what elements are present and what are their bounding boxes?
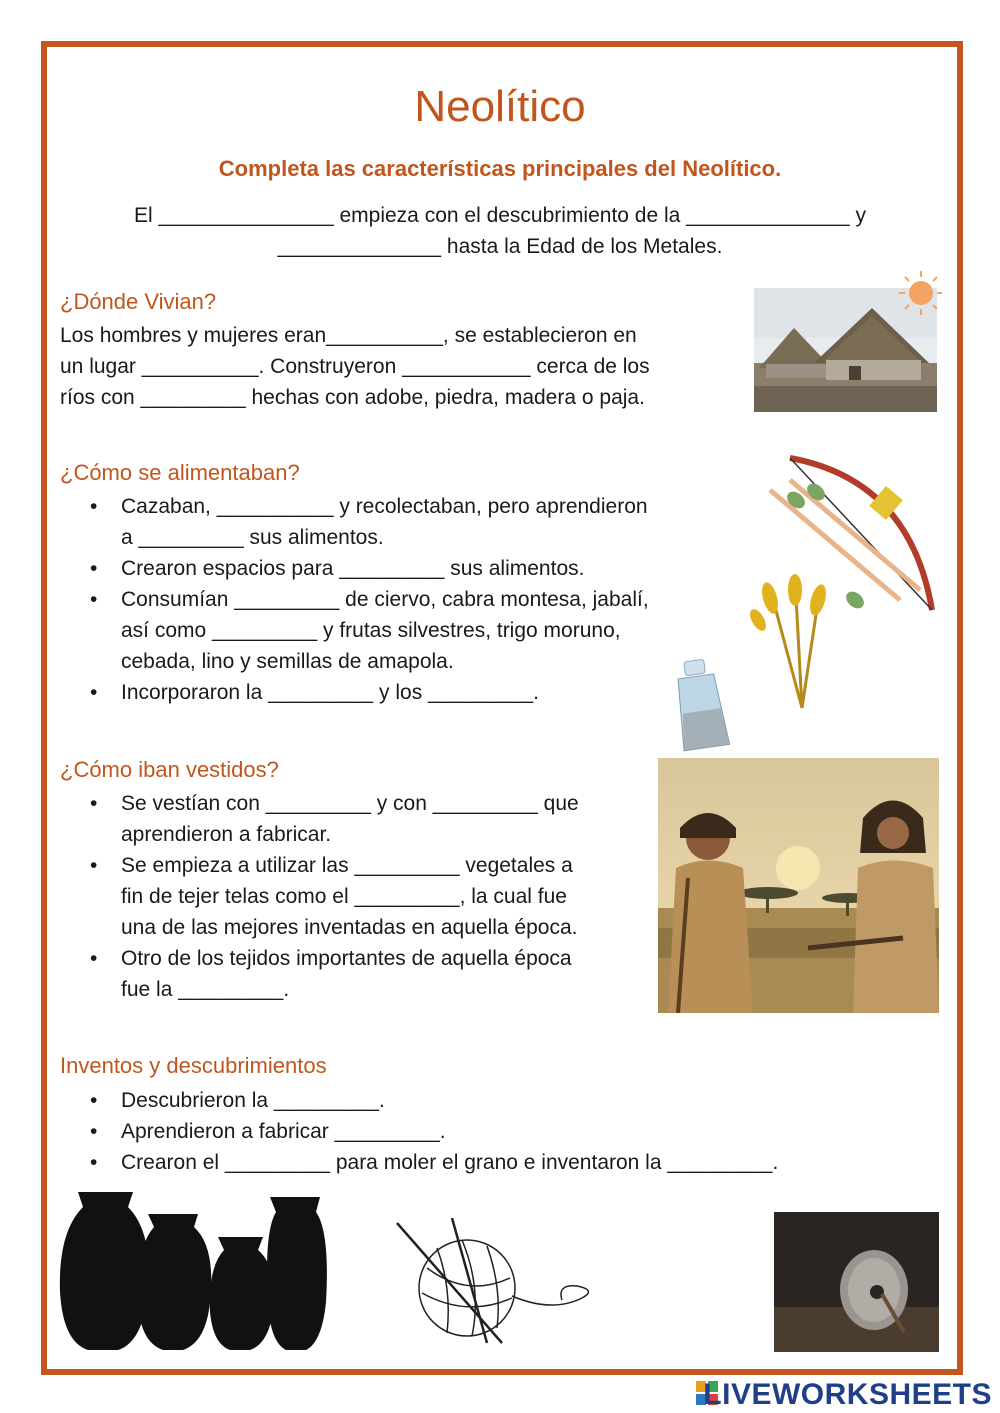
milk-bottle-icon [668,656,734,756]
text-line: a _________ sus alimentos. [121,526,384,549]
list-item [60,677,740,708]
page-subtitle: Completa las características principales del Neolítico. [218,156,782,181]
alimento-list [60,491,740,708]
text-line: Los hombres y mujeres eran__________, se establecieron en [60,324,637,347]
yarn-ball-icon [392,1218,604,1348]
section-heading-donde: ¿Dónde Vivian? [60,289,217,314]
list-item [60,1147,960,1178]
text-line: • Descubrieron la _________. [121,1089,385,1112]
intro-line: ______________ hasta la Edad de los Metales. [277,235,723,258]
text-line: fin de tejer telas como el _________, la cual fue [121,885,567,908]
text-line: aprendieron a fabricar. [121,823,332,846]
page-title: Neolítico [414,82,586,131]
donde-paragraph [60,320,650,413]
list-item [60,788,660,850]
intro-paragraph [80,200,920,262]
huts-image [754,268,942,412]
text-line: • Otro de los tejidos importantes de aquella época [121,947,572,970]
section-heading-inventos: Inventos y descubrimientos [60,1053,327,1078]
vestidos-list [60,788,660,1005]
list-item [60,491,740,553]
text-line: ríos con _________ hechas con adobe, piedra, madera o paja. [60,386,645,409]
text-line: • Crearon el _________ para moler el grano e inventaron la _________. [121,1151,779,1174]
text-line: cebada, lino y semillas de amapola. [121,650,454,673]
list-item [60,553,740,584]
neolithic-men-image [658,758,939,1013]
text-line: fue la _________. [121,978,290,1001]
pottery-icon [58,1192,328,1352]
text-line: un lugar __________. Construyeron ___________ cerca de los [60,355,650,378]
wheat-icon [740,568,830,718]
list-item [60,584,740,677]
text-line: • Se vestían con _________ y con _________ que [121,792,579,815]
list-item [60,850,660,943]
section-heading-alimento: ¿Cómo se alimentaban? [60,460,300,485]
section-heading-vestidos: ¿Cómo iban vestidos? [60,757,279,782]
text-line: una de las mejores inventadas en aquella época. [121,916,578,939]
intro-line: El _______________ empieza con el descubrimiento de la ______________ y [133,204,867,227]
text-line: • Se empieza a utilizar las _________ vegetales a [121,854,573,877]
text-line: • Incorporaron la _________ y los _________. [121,681,539,704]
text-line: así como _________ y frutas silvestres, trigo moruno, [121,619,621,642]
list-item [60,943,660,1005]
text-line: • Cazaban, __________ y recolectaban, pero aprendieron [121,495,648,518]
millstone-image [774,1212,939,1352]
text-line: • Consumían _________ de ciervo, cabra montesa, jabalí, [121,588,649,611]
text-line: • Aprendieron a fabricar _________. [121,1120,446,1143]
list-item [60,1085,960,1116]
list-item [60,1116,960,1147]
text-line: • Crearon espacios para _________ sus alimentos. [121,557,585,580]
liveworksheets-brand[interactable]: LIVEWORKSHEETS [703,1378,992,1411]
inventos-list [60,1085,960,1178]
